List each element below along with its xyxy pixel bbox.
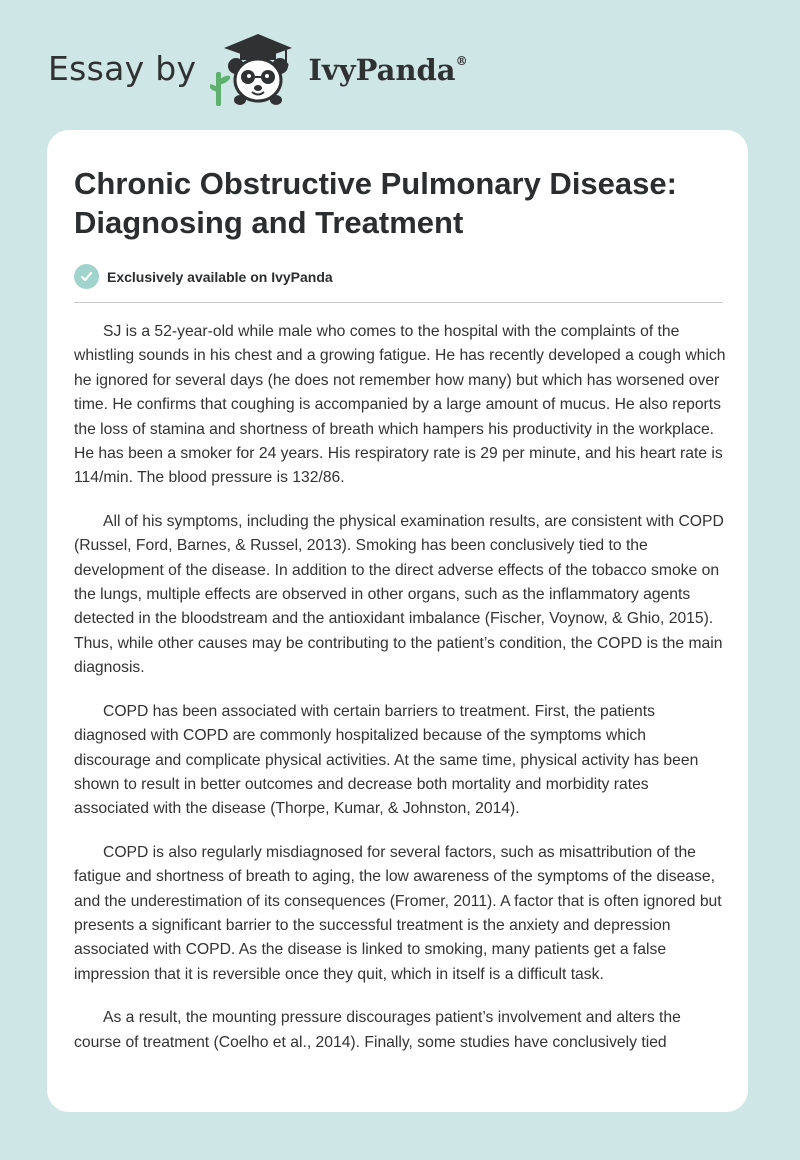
paragraph: As a result, the mounting pressure discourages patient’s involvement and alters the course of treatment (Coelho et al., 2014). Finally, some studies have conclusively tied	[74, 1009, 681, 1051]
essay-by-label: Essay by	[48, 48, 197, 88]
exclusive-label: Exclusively available on IvyPanda	[107, 268, 333, 285]
paragraph: COPD has been associated with certain barriers to treatment. First, the patients diagnosed with COPD are commonly hospitalized because of the symptoms which discourage and complicate physical activities. At the same time, physical activity has been shown to result in better outcomes and decrease both mortality and morbidity rates associated with the disease (Thorpe, Kumar, & Johnston, 2014).	[74, 702, 699, 818]
brand-name: IvyPanda	[308, 53, 456, 87]
essay-body	[74, 320, 726, 1074]
panda-mascot-icon	[210, 28, 302, 108]
paragraph: All of his symptoms, including the physical examination results, are consistent with COPD (Russel, Ford, Barnes, & Russel, 2013). Smoking has been conclusively tied to the development of the disease. In addition to the direct adverse effects of the tobacco smoke on the lungs, multiple effects are observed in other organs, such as the inflammatory agents detected in the bloodstream and the antioxidant imbalance (Fischer, Voynow, & Ghio, 2015). Thus, while other causes may be contributing to the patient’s condition, the COPD is the main diagnosis.	[74, 512, 724, 677]
exclusive-badge	[74, 264, 333, 289]
paragraph: SJ is a 52-year-old while male who comes to the hospital with the complaints of the whistling sounds in his chest and a growing fatigue. He has recently developed a cough which he ignored for several days (he does not remember how many) but which has worsened over time. He confirms that coughing is accompanied by a large amount of mucus. He also reports the loss of stamina and shortness of breath which hampers his productivity in the workplace. He has been a smoker for 24 years. His respiratory rate is 29 per minute, and his heart rate is 114/min. The blood pressure is 132/86.	[74, 323, 726, 487]
registered-mark: ®	[455, 54, 468, 69]
brand-logo-text[interactable]	[308, 53, 467, 87]
essay-card	[47, 130, 748, 1112]
site-header	[48, 28, 468, 108]
paragraph: COPD is also regularly misdiagnosed for several factors, such as misattribution of the fatigue and shortness of breath to aging, the low awareness of the symptoms of the disease, and the underestimation of its consequences (Fromer, 2011). A factor that is often ignored but presents a significant barrier to the successful treatment is the anxiety and depression associated with COPD. As the disease is linked to smoking, many patients get a false impression that it is reversible once they quit, which in itself is a difficult task.	[74, 843, 722, 983]
divider	[74, 302, 723, 303]
essay-title: Chronic Obstructive Pulmonary Disease: Diagnosing and Treatment	[74, 166, 677, 240]
check-icon	[74, 264, 99, 289]
